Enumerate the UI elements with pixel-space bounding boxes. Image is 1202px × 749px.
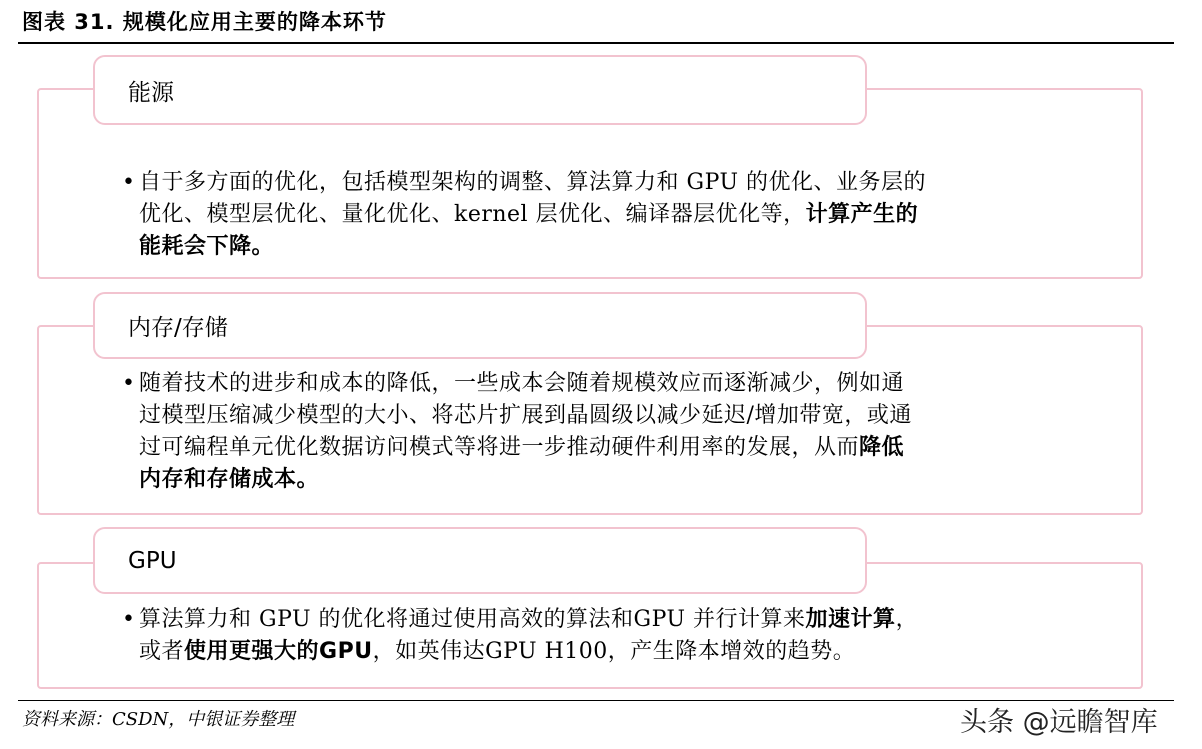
bullet-icon: •	[122, 607, 136, 632]
text-line: 过模型压缩减少模型的大小、将芯片扩展到晶圆级以减少延迟/增加带宽，或通	[139, 403, 912, 428]
emphasis-text: 内存和存储成本。	[139, 467, 320, 492]
watermark: 头条 @远瞻智库	[960, 707, 1158, 738]
text-line: • 算法算力和 GPU 的优化将通过使用高效的算法和GPU 并行计算来加速计算，	[122, 604, 1057, 636]
bullet-icon: •	[122, 170, 136, 195]
top-rule	[18, 42, 1174, 44]
figure-title: 图表 31. 规模化应用主要的降本环节	[22, 10, 387, 34]
section-body-energy	[122, 167, 1057, 263]
section-body-gpu	[122, 604, 1057, 668]
emphasis-text: 加速计算	[805, 607, 896, 632]
section-tab-gpu	[93, 527, 867, 594]
text-line: 优化、模型层优化、量化优化、kernel 层优化、编译器层优化等，计算产生的	[139, 202, 919, 227]
text-line: • 自于多方面的优化，包括模型架构的调整、算法算力和 GPU 的优化、业务层的	[122, 167, 1057, 199]
text-line: 或者使用更强大的GPU，如英伟达GPU H100，产生降本增效的趋势。	[139, 639, 856, 664]
bullet-icon: •	[122, 371, 136, 396]
emphasis-text: 降低	[859, 435, 905, 460]
section-body-memory	[122, 368, 1057, 496]
section-heading: 能源	[128, 79, 174, 106]
text-line	[122, 231, 1057, 263]
text-line: • 随着技术的进步和成本的降低，一些成本会随着规模效应而逐渐减少，例如通	[122, 368, 1057, 400]
emphasis-text: 使用更强大的GPU	[184, 639, 373, 664]
emphasis-text: 计算产生的	[805, 202, 919, 227]
section-heading: 内存/存储	[128, 315, 228, 341]
source-note: 资料来源：CSDN，中银证券整理	[22, 709, 295, 730]
section-tab-energy	[93, 55, 867, 125]
text-line: 过可编程单元优化数据访问模式等将进一步推动硬件利用率的发展，从而降低	[139, 435, 905, 460]
section-heading: GPU	[128, 547, 177, 574]
emphasis-text: 能耗会下降。	[139, 234, 275, 259]
text-line	[122, 464, 1057, 496]
section-tab-memory	[93, 292, 867, 359]
